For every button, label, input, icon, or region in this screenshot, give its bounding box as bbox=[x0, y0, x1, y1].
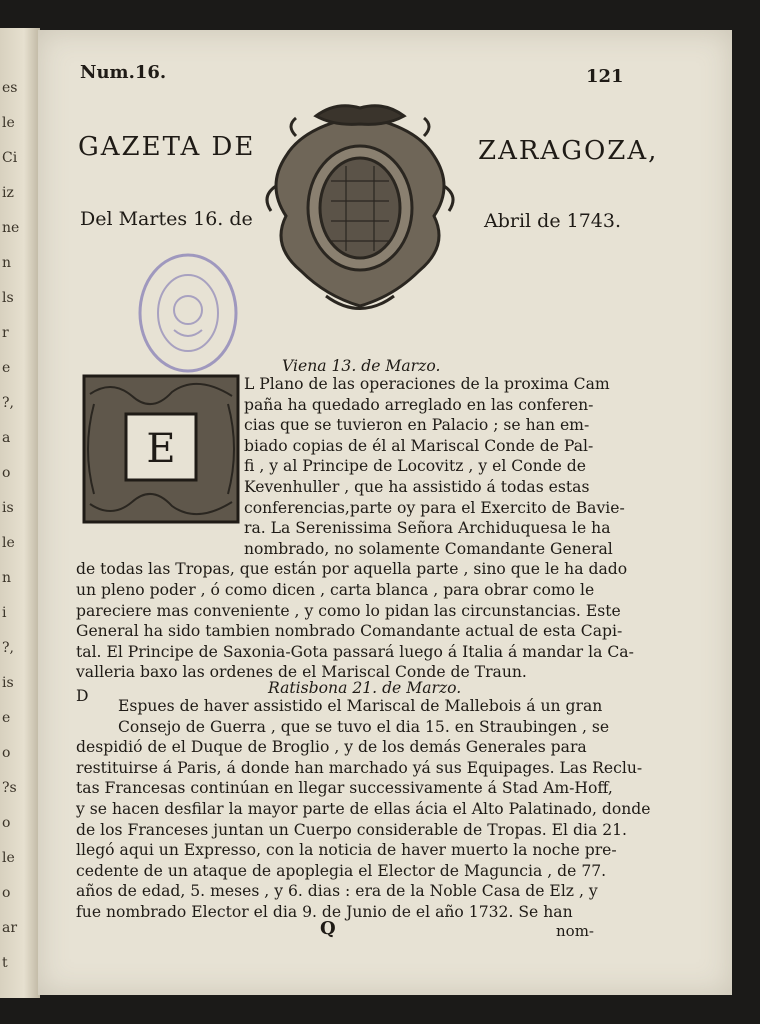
text-line: paña ha quedado arreglado en las conferen- bbox=[244, 395, 594, 414]
left-page-fragment: ?, bbox=[2, 395, 14, 411]
text-line: un pleno poder , ó como dicen , carta blanca , para obrar como le bbox=[76, 581, 595, 599]
left-page-fragment: o bbox=[2, 745, 11, 761]
left-page-fragment: is bbox=[2, 675, 14, 691]
left-page-fragment: t bbox=[2, 955, 8, 971]
title-right: ZARAGOZA, bbox=[478, 136, 659, 166]
text-line: fi , y al Principe de Locovitz , y el Conde de bbox=[244, 457, 587, 476]
page-number: 121 bbox=[586, 66, 624, 87]
text-line: biado copias de él al Mariscal Conde de Pal- bbox=[244, 436, 594, 455]
date-right: Abril de 1743. bbox=[484, 210, 621, 232]
text-line: pareciere mas conveniente , y como lo pidan las circunstancias. Este bbox=[76, 601, 621, 620]
gazette-page bbox=[38, 30, 732, 995]
left-page-fragment: le bbox=[2, 115, 15, 131]
text-line: tas Francesas continúan en llegar successivamente á Stad Am-Hoff, bbox=[76, 779, 613, 798]
text-line: despidió de el Duque de Broglio , y de los demás Generales para bbox=[76, 738, 587, 757]
initial-letter: E bbox=[146, 426, 176, 472]
left-page-fragment: i bbox=[2, 605, 7, 621]
text-line: conferencias,parte oy para el Exercito de Bavie- bbox=[244, 498, 625, 517]
left-page-fragment: n bbox=[2, 255, 12, 271]
issue-number: Num.16. bbox=[80, 62, 167, 83]
text-line: General ha sido tambien nombrado Comandante actual de esta Capi- bbox=[76, 622, 623, 641]
left-page-fragment: ?s bbox=[2, 780, 17, 796]
left-page-fragment: is bbox=[2, 500, 14, 516]
text-line: valleria baxo las ordenes de el Mariscal Conde de Traun. bbox=[76, 663, 527, 682]
text-line: cias que se tuvieron en Palacio ; se han em- bbox=[244, 416, 590, 435]
printer-signature: Q bbox=[320, 918, 336, 939]
date-left: Del Martes 16. de bbox=[80, 208, 253, 230]
left-page-fragment: n bbox=[2, 570, 12, 586]
text-line: llegó aqui un Expresso, con la noticia de haver muerto la noche pre- bbox=[76, 841, 617, 860]
text-line: ra. La Serenissima Señora Archiduquesa le ha bbox=[244, 519, 611, 538]
section-heading: Ratisbona 21. de Marzo. bbox=[268, 679, 462, 697]
ornamental-initial bbox=[82, 374, 240, 524]
text-line: y se hacen desfilar la mayor parte de ellas ácia el Alto Palatinado, donde bbox=[76, 800, 651, 818]
left-page-fragment: ?, bbox=[2, 640, 14, 656]
text-line: L Plano de las operaciones de la proxima Cam bbox=[244, 375, 610, 393]
text-line: de todas las Tropas, que están por aquella parte , sino que le ha dado bbox=[76, 560, 628, 579]
left-page-fragment: iz bbox=[2, 185, 14, 201]
title-left: GAZETA DE bbox=[78, 132, 256, 162]
left-page-fragment: ls bbox=[2, 290, 14, 306]
section-heading: Viena 13. de Marzo. bbox=[282, 357, 441, 375]
left-page-fragment: o bbox=[2, 465, 11, 481]
left-page-fragment: es bbox=[2, 80, 18, 96]
left-page-fragment: e bbox=[2, 360, 11, 376]
left-page-fragment: Ci bbox=[2, 150, 18, 166]
left-adjacent-page bbox=[0, 28, 40, 998]
text-line: cedente de un ataque de apoplegia el Elector de Maguncia , de 77. bbox=[76, 861, 607, 880]
left-page-fragment: le bbox=[2, 850, 15, 866]
library-stamp bbox=[134, 250, 242, 376]
left-page-fragment: a bbox=[2, 430, 11, 446]
text-line: años de edad, 5. meses , y 6. dias : era de la Noble Casa de Elz , y bbox=[76, 882, 598, 901]
left-page-fragment: ne bbox=[2, 220, 20, 236]
left-page-fragment: o bbox=[2, 815, 11, 831]
drop-letter-d: D bbox=[76, 687, 89, 705]
text-line: de los Franceses juntan un Cuerpo considerable de Tropas. El dia 21. bbox=[76, 820, 628, 839]
left-page-fragment: le bbox=[2, 535, 15, 551]
catchword: nom- bbox=[556, 922, 594, 940]
text-line: Espues de haver assistido el Mariscal de Mallebois á un gran bbox=[118, 697, 603, 715]
text-line: Consejo de Guerra , que se tuvo el dia 15. en Straubingen , se bbox=[118, 717, 610, 736]
left-page-fragment: ar bbox=[2, 920, 18, 936]
text-line: tal. El Principe de Saxonia-Gota passará luego á Italia á mandar la Ca- bbox=[76, 642, 634, 661]
text-line: fue nombrado Elector el dia 9. de Junio de el año 1732. Se han bbox=[76, 903, 573, 921]
left-page-fragment: e bbox=[2, 710, 11, 726]
text-line: restituirse á Paris, á donde han marchado yá sus Equipages. Las Reclu- bbox=[76, 758, 643, 777]
text-line: nombrado, no solamente Comandante General bbox=[244, 539, 613, 558]
left-page-fragment: o bbox=[2, 885, 11, 901]
left-page-fragment: r bbox=[2, 325, 9, 341]
coat-of-arms-seal bbox=[256, 96, 464, 314]
text-line: Kevenhuller , que ha assistido á todas estas bbox=[244, 478, 590, 496]
